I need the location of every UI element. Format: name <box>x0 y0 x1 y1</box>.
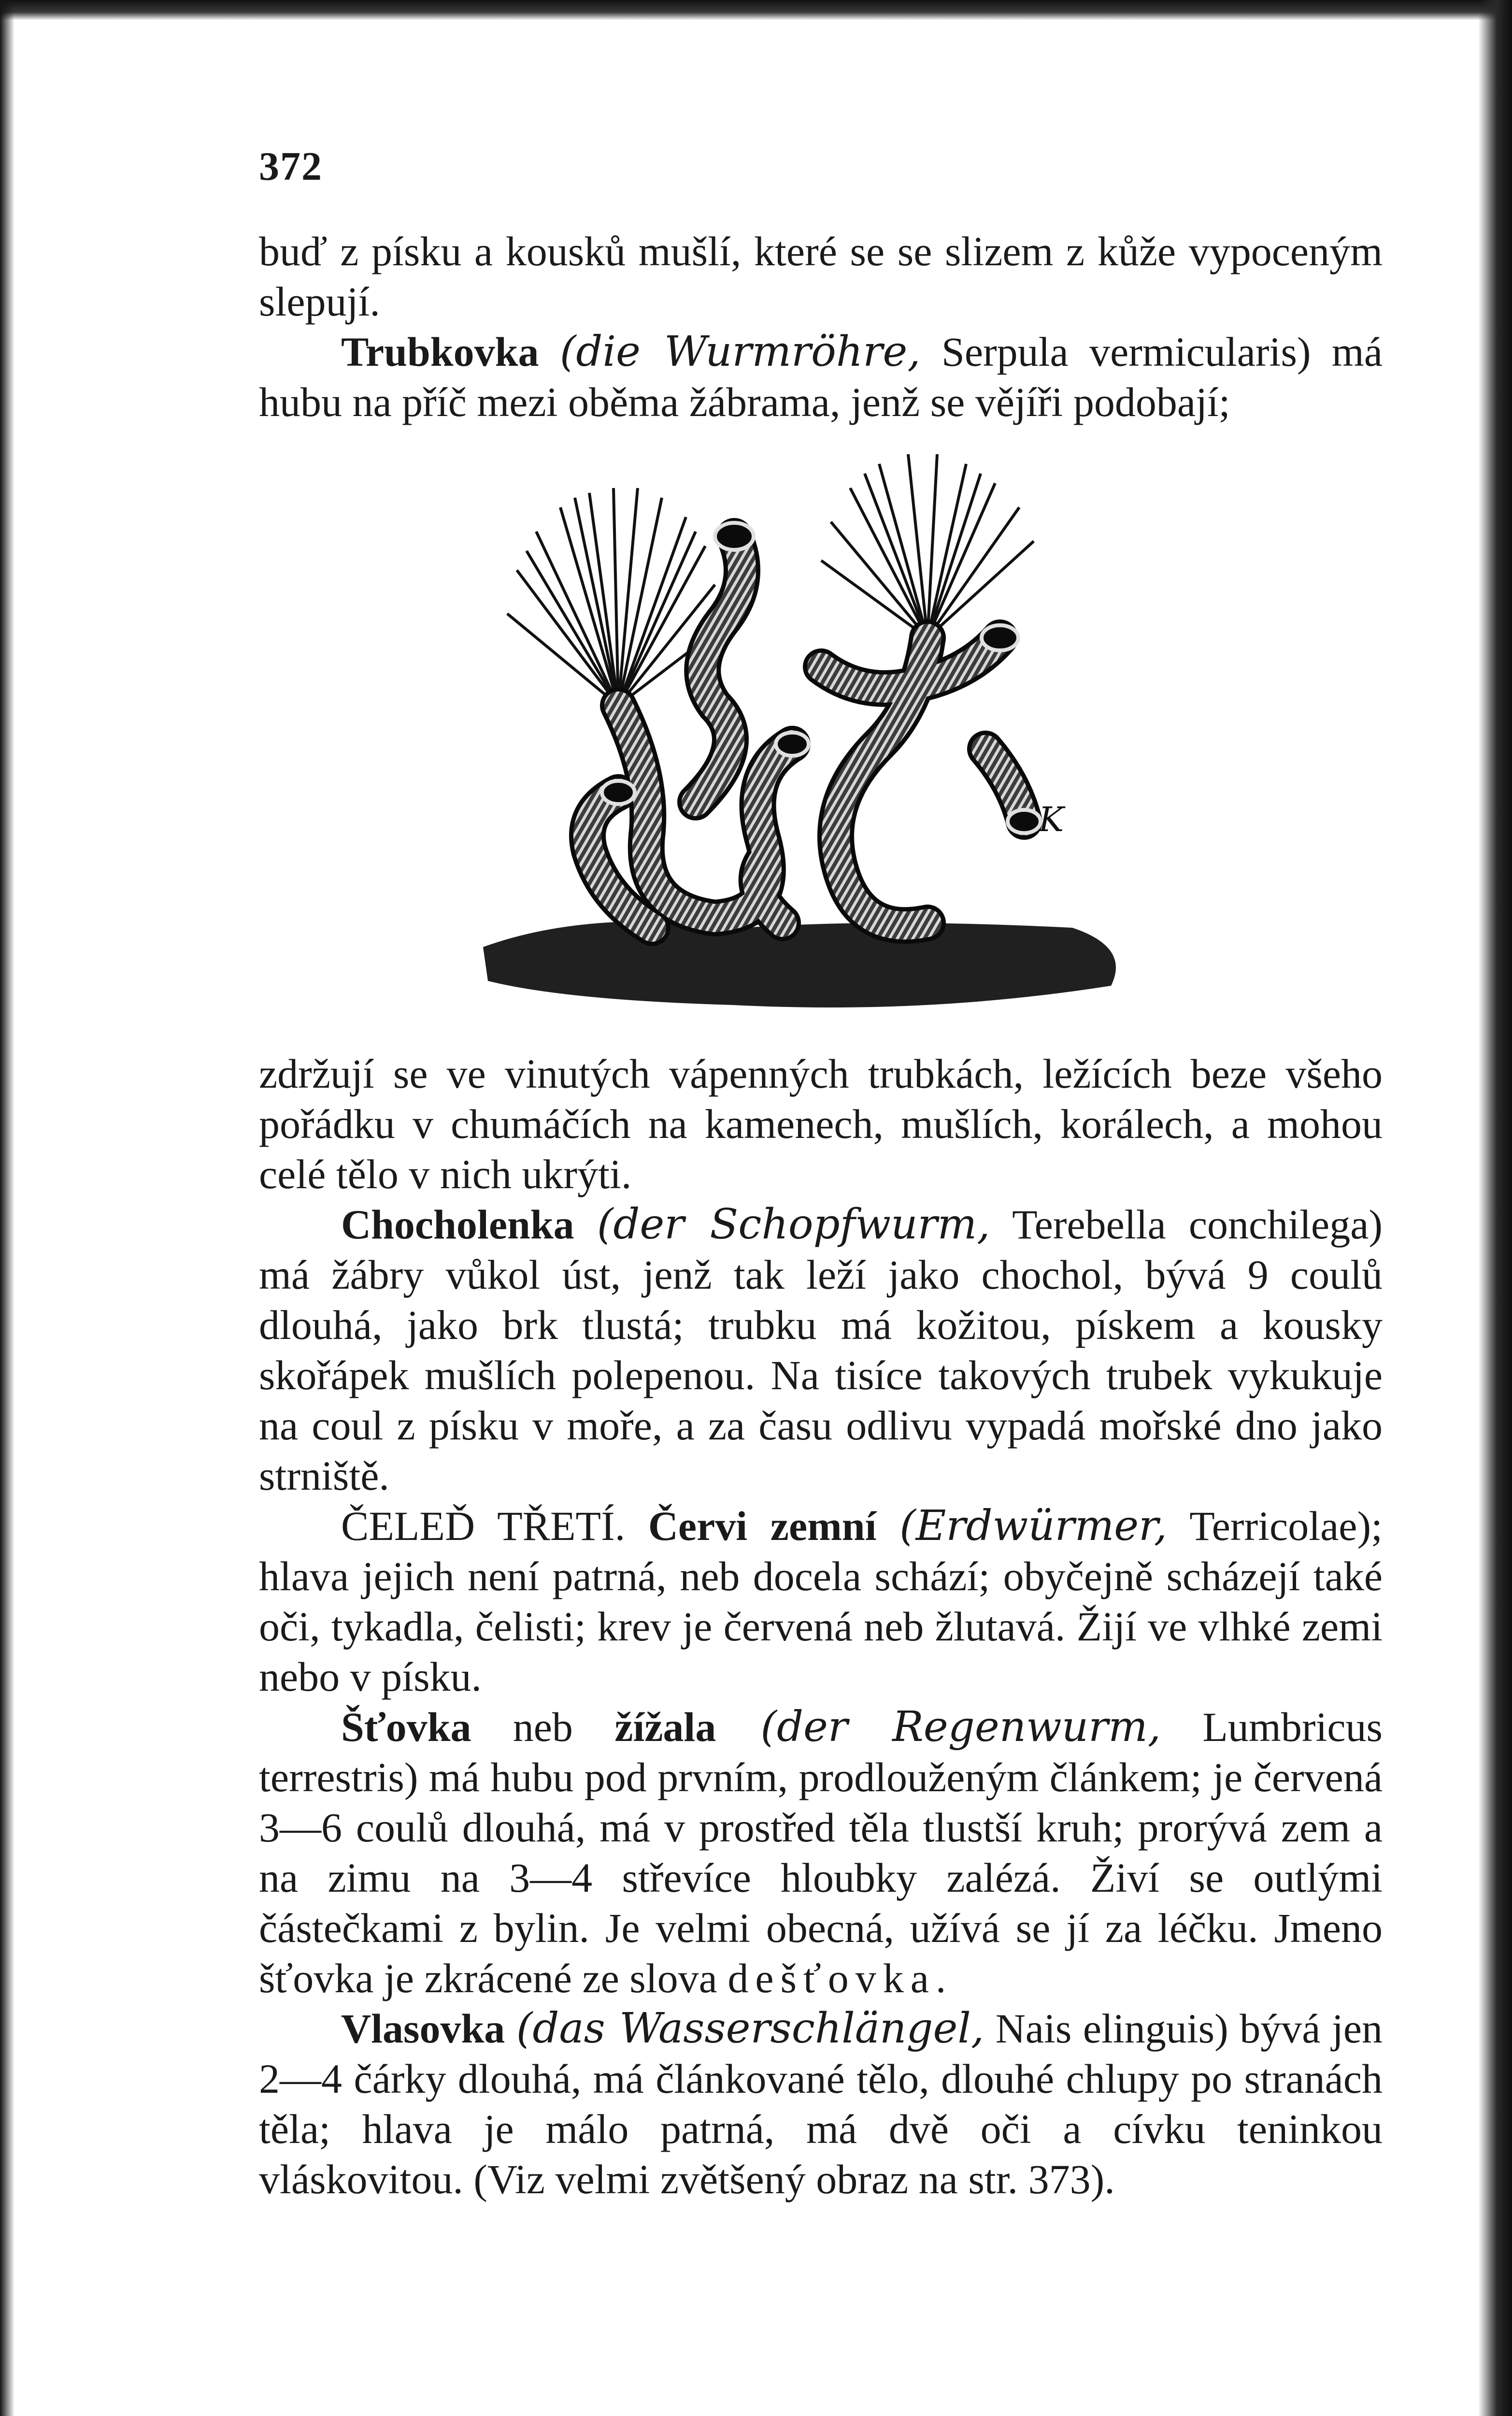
scan-edge-right <box>1478 0 1512 2416</box>
paragraph-chocholenka <box>259 1199 1383 1501</box>
page-number: 372 <box>259 144 323 189</box>
term-stovka: Šťovka <box>341 1704 471 1750</box>
text-block-top <box>259 226 1383 427</box>
rock-base <box>483 921 1116 1007</box>
german-name: (das Wasserschlängel, <box>516 2004 984 2053</box>
paragraph-text: Serpula vermicularis) má hubu na příč mezi oběma žábrama, jenž se vějíři podobají; <box>259 329 1383 425</box>
text-block-bottom <box>259 1049 1383 2204</box>
spaced-word: dešťovka <box>727 1955 936 2001</box>
paragraph-text: Terebella conchilega) má žábry vůkol úst, jenž tak leží jako chochol, bývá 9 coulů dlouhá, jako brk tlustá; trubku má kožitou, pískem a kousky skořápek mušlích polepenou. Na tisíce takových trubek vykukuje na coul z písku v moře, a za času odlivu vypadá mořské dno jako strniště. <box>259 1201 1383 1499</box>
german-name: (Erdwürmer, <box>899 1502 1168 1550</box>
paragraph-text: Nais elinguis) bývá jen 2—4 čárky dlouhá, má článkované tělo, dlouhé chlupy po stranách těla; hlava je málo patrná, má dvě oči a cívku teninkou vláskovitou. (Viz velmi zvětšený obraz na str. 373). <box>259 2005 1383 2202</box>
term-cervi-zemni: Červi zemní <box>648 1503 877 1549</box>
term-chocholenka: Chocholenka <box>341 1201 574 1248</box>
paragraph-celed-treti <box>259 1501 1383 1702</box>
paragraph-end: . <box>935 1955 946 2001</box>
paragraph-trubkovka <box>259 327 1383 427</box>
german-name: (der Regenwurm, <box>716 1703 1161 1751</box>
scan-edge-top <box>0 0 1512 20</box>
german-name: (die Wurmröhre, <box>559 328 921 376</box>
section-heading: ČELEĎ TŘETÍ. <box>341 1503 626 1549</box>
paragraph-text: Lumbricus terrestris) má hubu pod prvním, prodlouženým článkem; je červená 3—6 coulů dlouhá, má v prostřed těla tlustší kruh; prorývá zem a na zimu na 3—4 střevíce hloubky zalézá. Živí se outlými částečkami z bylin. Je velmi obecná, užívá se jí za léčku. Jmeno šťovka je zkrácené ze slova <box>259 1704 1383 2001</box>
term-vlasovka: Vlasovka <box>341 2005 505 2052</box>
paragraph-vlasovka <box>259 2003 1383 2204</box>
term-zizala: žížala <box>614 1704 716 1750</box>
serpula-illustration <box>444 435 1150 1034</box>
fan-gills-right <box>821 454 1034 638</box>
paragraph-text: Terricolae); hlava jejich není patrná, neb docela schází; obyčejně scházejí také oči, tykadla, čelisti; krev je červená neb žlutavá. Žijí ve vlhké zemi nebo v písku. <box>259 1503 1383 1700</box>
scan-edge-left <box>0 0 14 2416</box>
connector-text: neb <box>471 1704 615 1750</box>
paragraph-stovka <box>259 1702 1383 2003</box>
engraver-signature: K <box>1039 800 1064 839</box>
paragraph-serpula-habitat: zdržují se ve vinutých vápenných trubkách, ležících beze všeho pořádku v chumáčích na kamenech, mušlích, korálech, a mohou celé tělo v nich ukrýti. <box>259 1050 1383 1197</box>
german-name: (der Schopfwurm, <box>597 1200 990 1249</box>
term-trubkovka: Trubkovka <box>341 329 539 375</box>
paragraph-continuation: buď z písku a kousků mušlí, které se se slizem z kůže vypoceným slepují. <box>259 228 1383 325</box>
